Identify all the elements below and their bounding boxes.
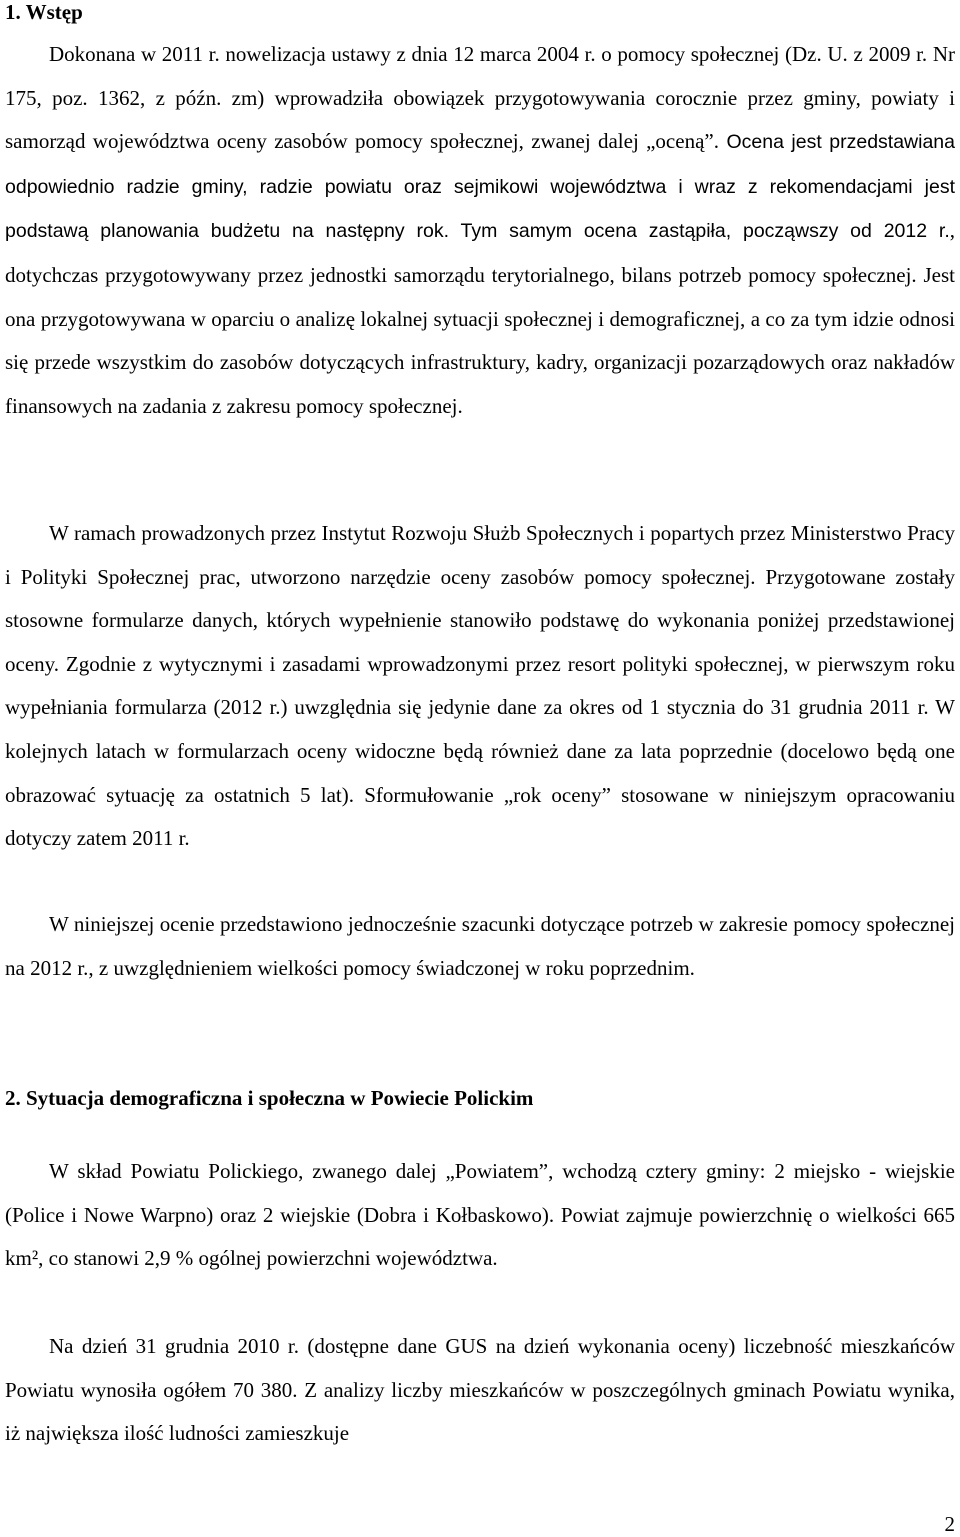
- section-1-heading: 1. Wstęp: [5, 0, 83, 24]
- paragraph-1-part-a: Dokonana w 2011 r. nowelizacja ustawy z dnia 12 marca 2004 r. o pomocy społecznej (Dz. U. z 2009 r. Nr 175, poz. 1362, z późn. zm) wprowadziła obowiązek przygotowywania corocznie przez gminy, powiaty i samorząd województwa oceny zasobów pomocy społecznej, zwanej dalej „oceną”.: [5, 42, 955, 154]
- paragraph-1-part-b: Ocena jest przedstawiana odpowiednio radzie gminy, radzie powiatu oraz sejmikowi województwa i wraz z rekomendacjami jest podstawą planowania budżetu na następny rok. Tym samym ocena zastąpiła, począwszy od 2012 r.: [5, 131, 956, 243]
- section-2-paragraph-2: Na dzień 31 grudnia 2010 r. (dostępne dane GUS na dzień wykonania oceny) liczebność mieszkańców Powiatu wynosiła ogółem 70 380. Z analizy liczby mieszkańców w poszczególnych gminach Powiatu wynika, iż największa ilość ludności zamieszkuje: [5, 1334, 955, 1446]
- page-number: 2: [944, 1512, 955, 1536]
- section-2-paragraph-1: W skład Powiatu Polickiego, zwanego dalej „Powiatem”, wchodzą cztery gminy: 2 miejsko - wiejskie (Police i Nowe Warpno) oraz 2 wiejskie (Dobra i Kołbaskowo). Powiat zajmuje powierzchnię o wielkości 665 km², co stanowi 2,9 % ogólnej powierzchni województwa.: [5, 1159, 955, 1271]
- section-1-paragraph-3: W niniejszej ocenie przedstawiono jednocześnie szacunki dotyczące potrzeb w zakresie pomocy społecznej na 2012 r., z uwzględnieniem wielkości pomocy świadczonej w roku poprzednim.: [5, 912, 955, 980]
- section-1-paragraph-2: W ramach prowadzonych przez Instytut Rozwoju Służb Społecznych i popartych przez Ministerstwo Pracy i Polityki Społecznej prac, utworzono narzędzie oceny zasobów pomocy społecznej. Przygotowane zostały stosowne formularze danych, których wypełnienie stanowiło podstawę do wykonania poniżej przedstawionej oceny. Zgodnie z wytycznymi i zasadami wprowadzonymi przez resort polityki społecznej, w pierwszym roku wypełniania formularza (2012 r.) uwzględnia się jedynie dane za okres od 1 stycznia do 31 grudnia 2011 r. W kolejnych latach w formularzach oceny widoczne będą również dane za lata poprzednie (docelowo będą one obrazować sytuację za ostatnich 5 lat). Sformułowanie „rok oceny” stosowane w niniejszym opracowaniu dotyczy zatem 2011 r.: [5, 521, 955, 851]
- paragraph-1-part-c: , dotychczas przygotowywany przez jednostki samorządu terytorialnego, bilans potrzeb pomocy społecznej. Jest ona przygotowywana w oparciu o analizę lokalnej sytuacji społecznej i demograficznej, a co za tym idzie odnosi się przede wszystkim do zasobów dotyczących infrastruktury, kadry, organizacji pozarządowych oraz nakładów finansowych na zadania z zakresu pomocy społecznej.: [5, 218, 955, 418]
- section-1-paragraph-1: [5, 33, 955, 428]
- section-2-heading: 2. Sytuacja demograficzna i społeczna w Powiecie Polickim: [5, 1086, 534, 1110]
